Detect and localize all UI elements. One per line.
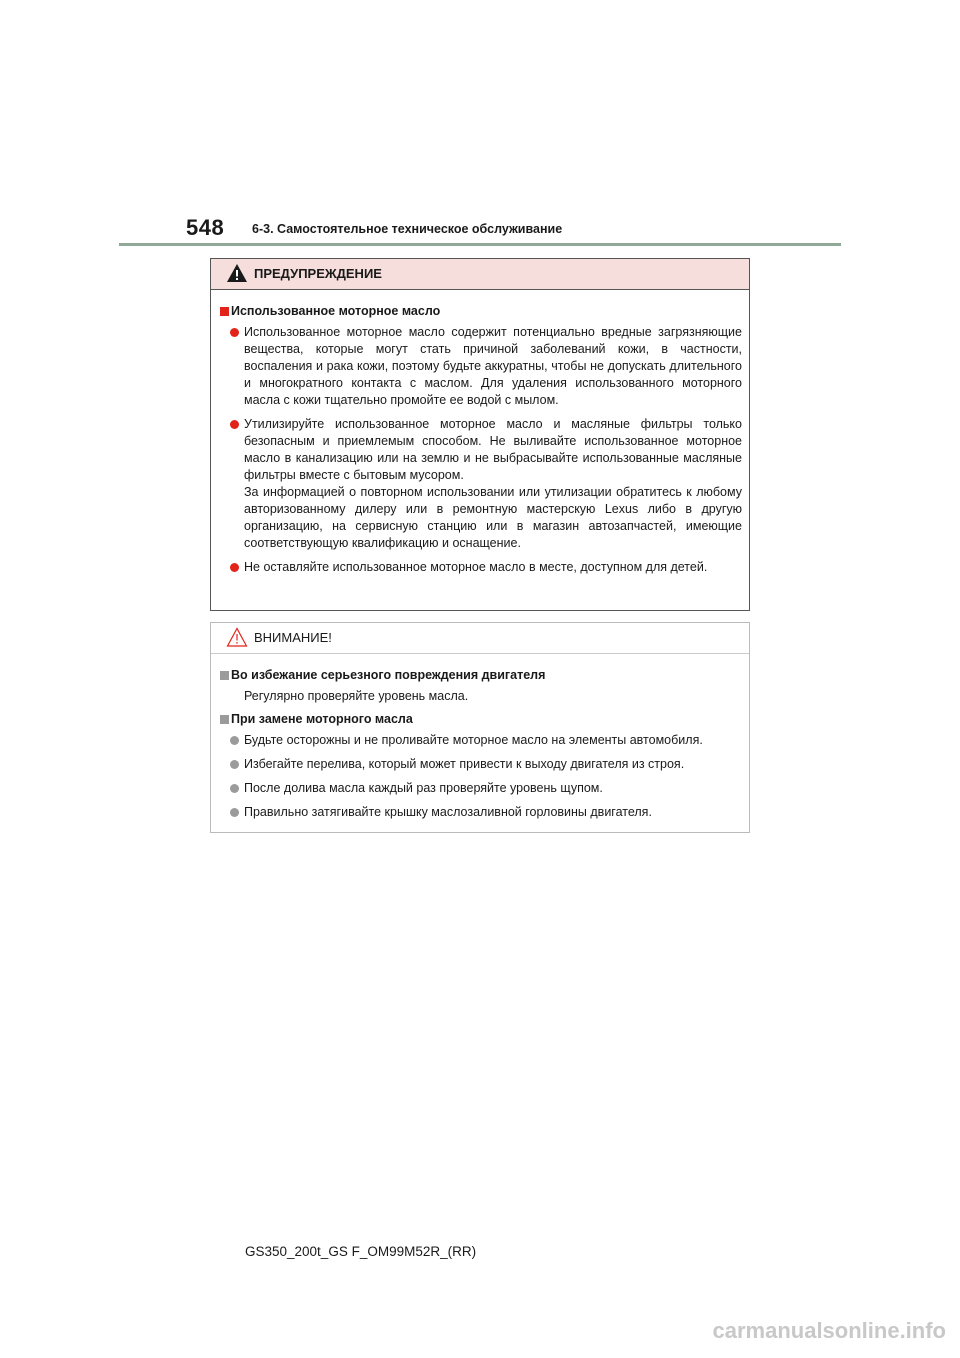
caution-section-heading-text: При замене моторного масла <box>231 712 413 726</box>
caution-box-header <box>211 623 749 654</box>
warning-bullet-continuation: За информацией о повторном использовании или утилизации обратитесь к любому авторизованному дилеру или в ремонтную мастерскую Lexus либо в другую организацию, на сервисную станцию или в магазин автозапчастей, имеющие соответствующую квалификацию и оснащение. <box>244 485 742 550</box>
warning-box-body <box>211 290 749 576</box>
caution-triangle-icon <box>226 627 248 647</box>
warning-bullet <box>218 324 742 409</box>
warning-bullet-text: Не оставляйте использованное моторное масло в месте, доступном для детей. <box>244 560 708 574</box>
caution-bullet-text: Правильно затягивайте крышку маслозаливной горловины двигателя. <box>244 805 652 819</box>
gray-bullet-icon <box>230 784 239 793</box>
caution-bullet-text: После долива масла каждый раз проверяйте уровень щупом. <box>244 781 603 795</box>
caution-section-heading <box>218 711 742 728</box>
page-header <box>186 215 846 245</box>
caution-bullet <box>218 804 742 821</box>
gray-bullet-icon <box>230 760 239 769</box>
warning-box <box>210 258 750 611</box>
watermark: carmanualsonline.info <box>712 1318 946 1343</box>
warning-bullet-text: Использованное моторное масло содержит потенциально вредные загрязняющие вещества, которые могут стать причиной заболеваний кожи, в частности, воспаления и рака кожи, поэтому будьте аккуратны, чтобы не допускать длительного и многократного контакта с маслом. Для удаления использованного моторного масла с кожи тщательно промойте ее водой с мылом. <box>244 325 742 407</box>
red-bullet-icon <box>230 563 239 572</box>
warning-title: ПРЕДУПРЕЖДЕНИЕ <box>254 266 382 281</box>
caution-section-heading-text: Во избежание серьезного повреждения двигателя <box>231 668 546 682</box>
caution-bullet <box>218 732 742 749</box>
warning-triangle-icon <box>226 263 248 283</box>
header-divider <box>119 243 841 246</box>
red-bullet-icon <box>230 420 239 429</box>
warning-bullet-text: Утилизируйте использованное моторное масло и масляные фильтры только безопасным и приемлемым способом. Не выливайте использованное моторное масло в канализацию или на землю и не выбрасывайте использованные масляные фильтры вместе с бытовым мусором. <box>244 417 742 482</box>
warning-bullet <box>218 559 742 576</box>
caution-section-text: Регулярно проверяйте уровень масла. <box>244 689 469 703</box>
warning-bullet <box>218 416 742 552</box>
footer-code: GS350_200t_GS F_OM99M52R_(RR) <box>245 1244 477 1259</box>
warning-section-heading-text: Использованное моторное масло <box>231 304 441 318</box>
caution-bullet-text: Будьте осторожны и не проливайте моторное масло на элементы автомобиля. <box>244 733 703 747</box>
caution-section-heading <box>218 667 742 684</box>
gray-square-marker <box>220 671 229 680</box>
caution-box-body <box>211 654 749 821</box>
page-number: 548 <box>186 215 225 240</box>
caution-title: ВНИМАНИЕ! <box>254 630 332 645</box>
warning-box-header <box>211 259 749 290</box>
section-title: 6-3. Самостоятельное техническое обслуживание <box>252 222 563 236</box>
warning-section-heading <box>218 303 742 320</box>
caution-bullet <box>218 780 742 797</box>
red-bullet-icon <box>230 328 239 337</box>
gray-bullet-icon <box>230 808 239 817</box>
caution-bullet <box>218 756 742 773</box>
gray-bullet-icon <box>230 736 239 745</box>
gray-square-marker <box>220 715 229 724</box>
red-square-marker <box>220 307 229 316</box>
caution-box <box>210 622 750 833</box>
caution-bullet-text: Избегайте перелива, который может привести к выходу двигателя из строя. <box>244 757 685 771</box>
